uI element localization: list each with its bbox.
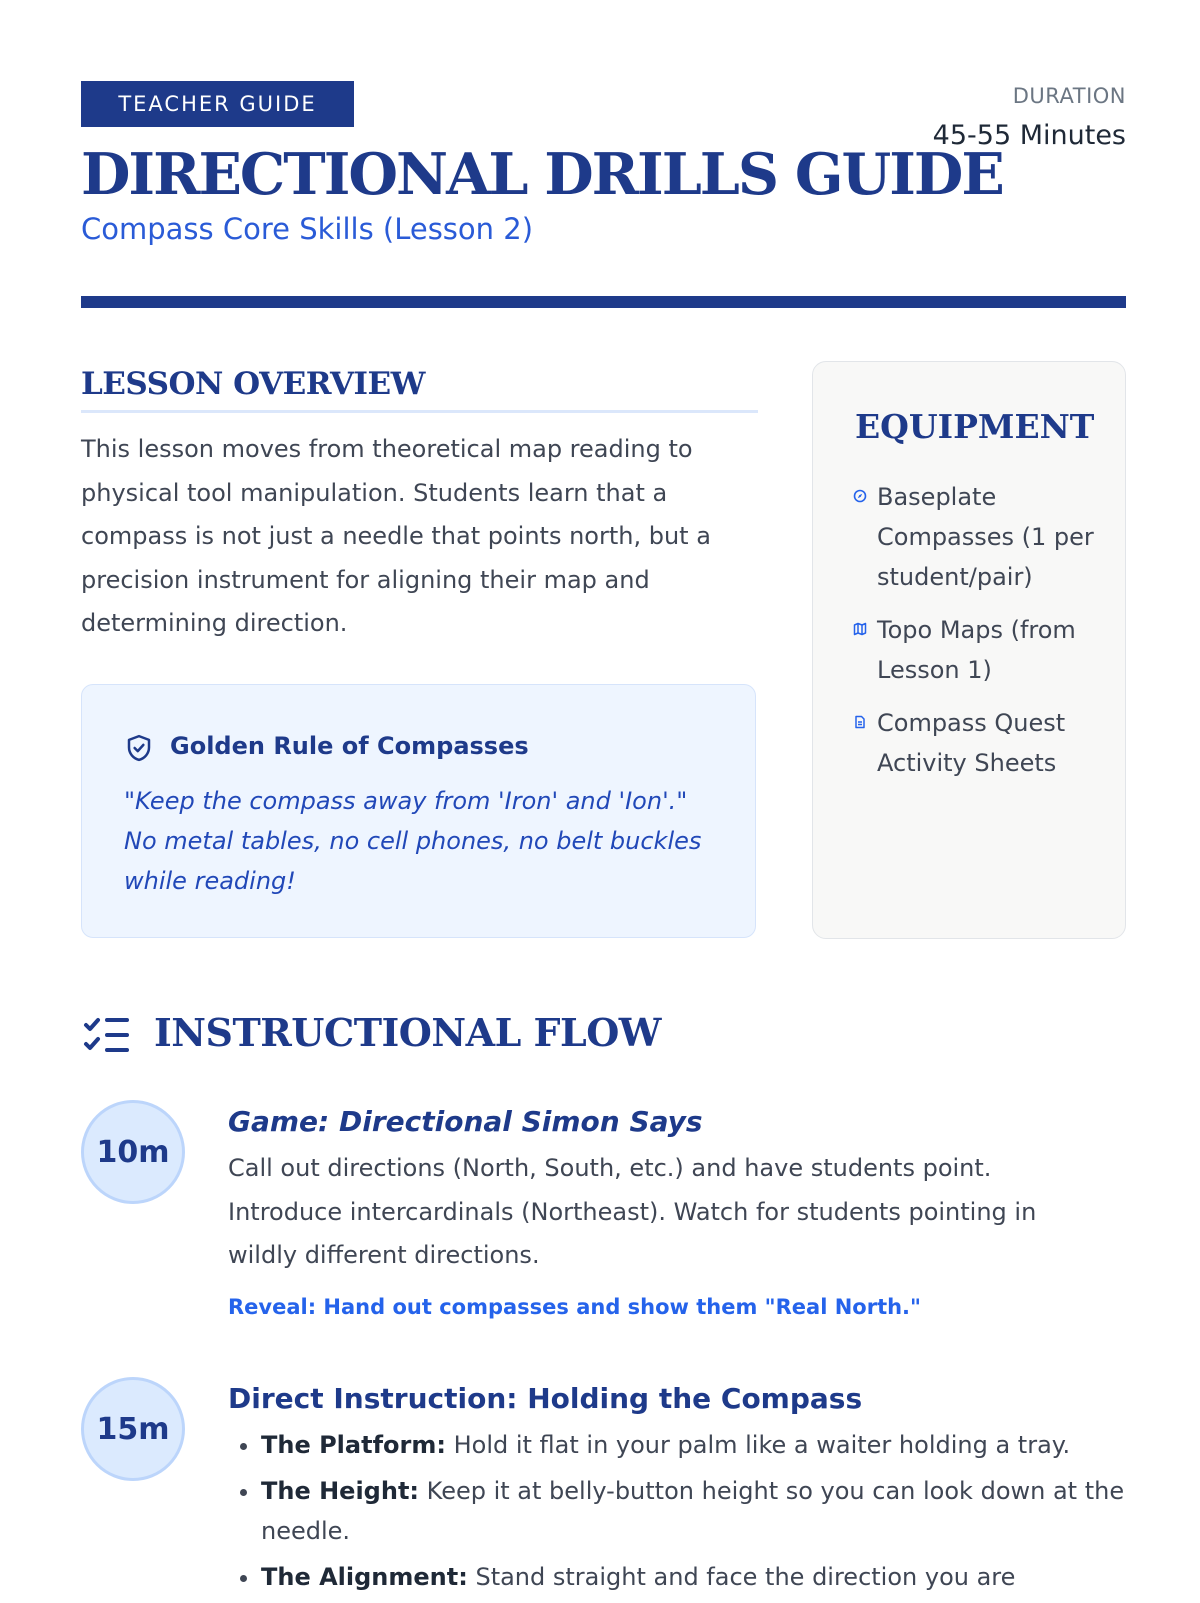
callout-quote: "Keep the compass away from 'Iron' and 'Ion'." No metal tables, no cell phones, no belt buckles while reading! — [124, 787, 702, 895]
overview-text: This lesson moves from theoretical map reading to physical tool manipulation. Students learn that a compass is not just a needle that points north, but a precision instrument for aligning their map and determining direction. — [81, 435, 711, 637]
document-icon — [853, 715, 867, 729]
overview-heading: LESSON OVERVIEW — [81, 366, 758, 413]
step-title: Direct Instruction: Holding the Compass — [228, 1382, 863, 1415]
flow-heading: INSTRUCTIONAL FLOW — [154, 1010, 661, 1055]
page-subtitle: Compass Core Skills (Lesson 2) — [81, 212, 534, 246]
bullet-text: Stand straight and face the direction you are — [467, 1563, 1016, 1591]
bullet-text: Keep it at belly-button height so you can look down at the needle. — [261, 1477, 1125, 1545]
equipment-list — [853, 477, 1103, 796]
step-description: Call out directions (North, South, etc.) and have students point. Introduce intercardinals (Northeast). Watch for students pointing in wildly different directions. — [228, 1154, 1037, 1269]
equipment-heading: EQUIPMENT — [855, 407, 1095, 446]
header-divider — [81, 296, 1126, 308]
list-item — [261, 1557, 1141, 1597]
duration-label: DURATION — [1012, 84, 1126, 108]
step-time-badge: 15m — [81, 1377, 185, 1481]
compass-icon — [853, 489, 867, 503]
guide-type-badge: TEACHER GUIDE — [81, 81, 354, 127]
shield-check-icon — [124, 733, 154, 763]
duration-value: 45-55 Minutes — [932, 120, 1126, 151]
equipment-item-label: Compass Quest Activity Sheets — [877, 709, 1066, 777]
equipment-item — [853, 477, 1103, 597]
step-bullet-list — [228, 1425, 1141, 1603]
step-time-badge: 10m — [81, 1100, 185, 1204]
equipment-item — [853, 703, 1103, 783]
list-item — [261, 1425, 1141, 1465]
equipment-item — [853, 610, 1103, 690]
equipment-item-label: Baseplate Compasses (1 per student/pair) — [877, 483, 1094, 591]
page-title: DIRECTIONAL DRILLS GUIDE — [81, 141, 1003, 208]
equipment-panel — [812, 361, 1126, 939]
bullet-term: The Alignment: — [261, 1563, 468, 1591]
checklist-icon — [83, 1015, 131, 1055]
step-title: Game: Directional Simon Says — [228, 1105, 703, 1138]
callout-title: Golden Rule of Compasses — [170, 732, 529, 760]
golden-rule-callout — [81, 684, 756, 938]
step-reveal-note: Reveal: Hand out compasses and show them "Real North." — [228, 1295, 921, 1319]
bullet-text: Hold it flat in your palm like a waiter holding a tray. — [445, 1431, 1071, 1459]
bullet-term: The Platform: — [261, 1431, 446, 1459]
list-item — [261, 1471, 1141, 1551]
bullet-term: The Height: — [261, 1477, 420, 1505]
equipment-item-label: Topo Maps (from Lesson 1) — [877, 616, 1076, 684]
map-icon — [853, 622, 867, 636]
